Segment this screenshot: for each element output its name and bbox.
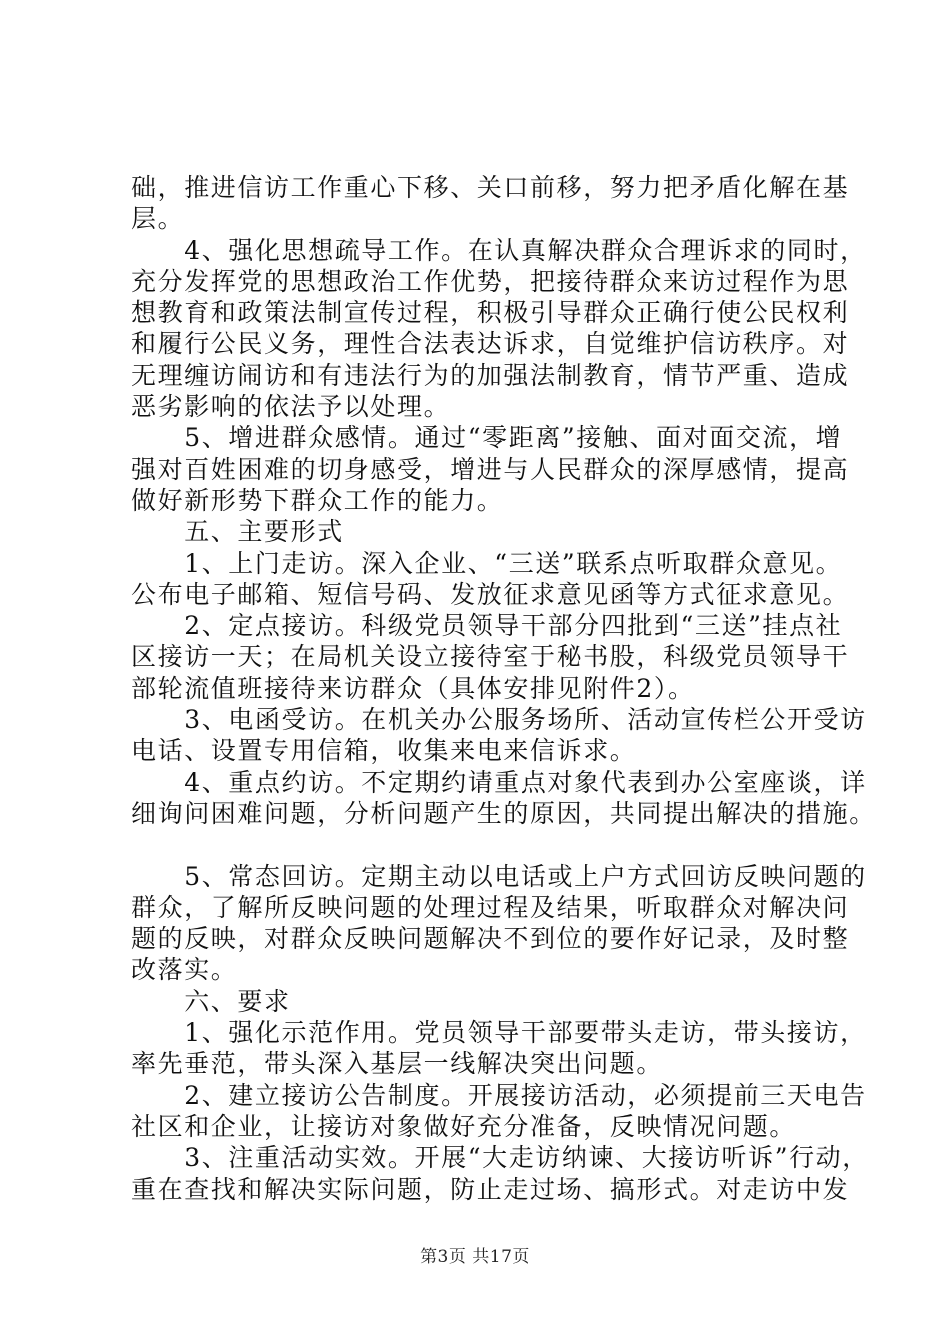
text-line: 5、常态回访。定期主动以电话或上户方式回访反映问题的 bbox=[131, 861, 867, 891]
text-line: 层。 bbox=[131, 204, 185, 234]
text-line: 3、电函受访。在机关办公服务场所、活动宣传栏公开受访 bbox=[131, 705, 867, 735]
text-line: 充分发挥党的思想政治工作优势，把接待群众来访过程作为思 bbox=[131, 266, 850, 296]
text-line: 4、强化思想疏导工作。在认真解决群众合理诉求的同时， bbox=[131, 235, 867, 265]
text-line: 4、重点约访。不定期约请重点对象代表到办公室座谈，详 bbox=[131, 767, 867, 797]
text-line: 五、主要形式 bbox=[131, 517, 344, 547]
text-line: 2、定点接访。科级党员领导干部分四批到“三送”挂点社 bbox=[131, 611, 843, 641]
text-line: 重在查找和解决实际问题，防止走过场、搞形式。对走访中发 bbox=[131, 1174, 850, 1204]
text-line: 社区和企业，让接访对象做好充分准备，反映情况问题。 bbox=[131, 1111, 797, 1141]
text-line: 电话、设置专用信箱，收集来电来信诉求。 bbox=[131, 736, 637, 766]
text-line: 率先垂范，带头深入基层一线解决突出问题。 bbox=[131, 1049, 664, 1079]
text-line: 改落实。 bbox=[131, 955, 238, 985]
text-line: 1、上门走访。深入企业、“三送”联系点听取群众意见。 bbox=[131, 548, 843, 578]
text-line: 5、增进群众感情。通过“零距离”接触、面对面交流，增 bbox=[131, 423, 843, 453]
text-line: 无理缠访闹访和有违法行为的加强法制教育，情节严重、造成 bbox=[131, 360, 850, 390]
text-line: 和履行公民义务，理性合法表达诉求，自觉维护信访秩序。对 bbox=[131, 329, 850, 359]
text-line: 想教育和政策法制宣传过程，积极引导群众正确行使公民权利 bbox=[131, 298, 850, 328]
text-line: 部轮流值班接待来访群众（具体安排见附件2）。 bbox=[131, 673, 695, 703]
text-line: 题的反映，对群众反映问题解决不到位的要作好记录，及时整 bbox=[131, 924, 850, 954]
page-footer: 第3页 共17页 bbox=[420, 1247, 530, 1267]
text-line: 群众，了解所反映问题的处理过程及结果，听取群众对解决问 bbox=[131, 892, 850, 922]
text-line: 3、注重活动实效。开展“大走访纳谏、大接访听诉”行动， bbox=[131, 1143, 869, 1173]
blank-line bbox=[131, 829, 841, 860]
text-line: 1、强化示范作用。党员领导干部要带头走访，带头接访， bbox=[131, 1018, 867, 1048]
text-line: 六、要求 bbox=[131, 986, 291, 1016]
text-line: 做好新形势下群众工作的能力。 bbox=[131, 485, 504, 515]
text-line: 恶劣影响的依法予以处理。 bbox=[131, 392, 451, 422]
text-line: 强对百姓困难的切身感受，增进与人民群众的深厚感情，提高 bbox=[131, 454, 850, 484]
text-line: 区接访一天；在局机关设立接待室于秘书股，科级党员领导干 bbox=[131, 642, 850, 672]
text-line: 公布电子邮箱、短信号码、发放征求意见函等方式征求意见。 bbox=[131, 579, 850, 609]
text-line: 础，推进信访工作重心下移、关口前移，努力把矛盾化解在基 bbox=[131, 173, 850, 202]
text-line: 2、建立接访公告制度。开展接访活动，必须提前三天电告 bbox=[131, 1080, 867, 1110]
text-line: 细询问困难问题，分析问题产生的原因，共同提出解决的措施。 bbox=[131, 798, 876, 828]
body-text bbox=[131, 172, 876, 1205]
